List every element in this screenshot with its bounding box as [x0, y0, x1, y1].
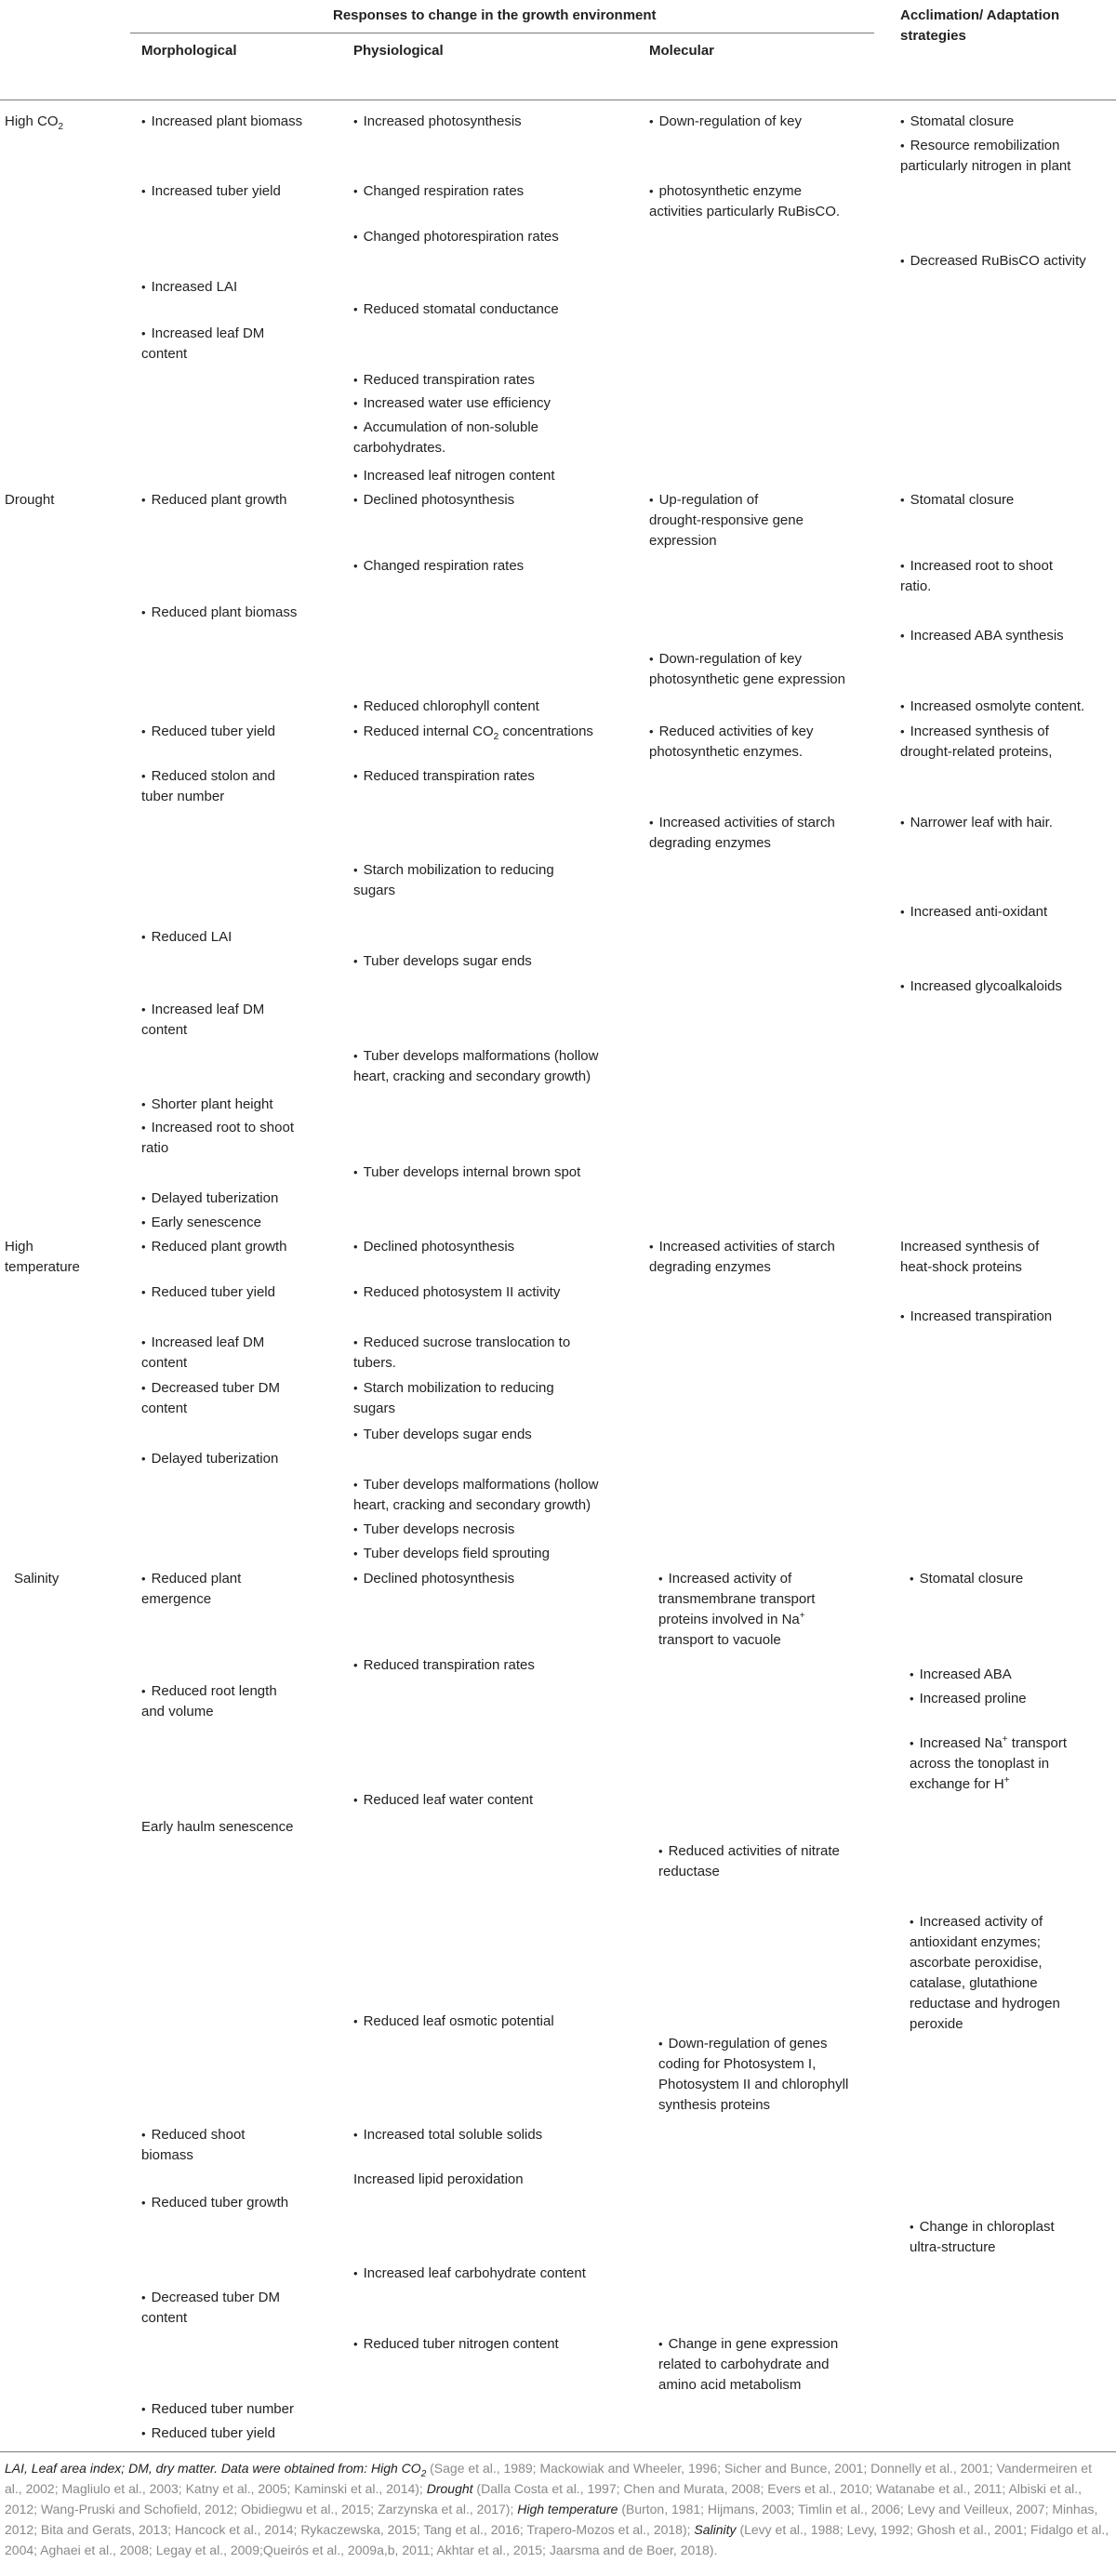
list-item-cont: catalase, glutathione	[910, 1975, 1038, 1991]
list-item-cont: photosynthetic enzymes.	[649, 744, 804, 760]
list-item-cont: content	[141, 346, 188, 362]
list-item: • Narrower leaf with hair.	[900, 813, 1053, 833]
list-item: • Reduced tuber number	[141, 2399, 294, 2420]
list-item: • Reduced stomatal conductance	[353, 299, 559, 320]
list-item-cont: across the tonoplast in	[910, 1756, 1050, 1772]
list-item: • Increased leaf DM	[141, 324, 264, 344]
list-item: • Declined photosynthesis	[353, 1237, 514, 1257]
list-item-cont: peroxide	[910, 2016, 963, 2032]
list-item: • Stomatal closure	[900, 490, 1014, 511]
list-item-cont: antioxidant enzymes;	[910, 1934, 1041, 1950]
list-item: • Resource remobilization	[900, 136, 1059, 156]
list-item-cont: drought-responsive gene	[649, 512, 804, 528]
list-item: • Change in chloroplast	[910, 2217, 1055, 2237]
list-item-cont: ratio	[141, 1140, 169, 1156]
list-item-cont: activities particularly RuBisCO.	[649, 204, 841, 219]
list-item-cont: emergence	[141, 1591, 212, 1607]
list-item: • Reduced tuber yield	[141, 1282, 275, 1303]
header-acclimation-text: Acclimation/ Adaptation strategies	[900, 7, 1060, 44]
footnote-heat-label: High temperature	[517, 2502, 618, 2516]
list-item: • Reduced plant biomass	[141, 603, 297, 623]
list-item: • Tuber develops sugar ends	[353, 1425, 532, 1445]
list-item-cont: tubers.	[353, 1355, 396, 1371]
list-item: • Reduced activities of key	[649, 722, 813, 742]
list-item: • Reduced LAI	[141, 927, 232, 948]
footnote-salinity-refs: (Levy et al., 1988; Levy, 1992; Ghosh et al., 2001; Fidalgo et al., 2004; Aghaei et al., 2008; Legay et al., 2009;Queirós et al., 2009a,b, 2011; Akhtar et al., 2015; Jaarsma and de Boer, 2018).	[5, 2522, 1109, 2557]
list-item: • Increased osmolyte content.	[900, 697, 1084, 717]
list-item: • Reduced tuber nitrogen content	[353, 2334, 559, 2355]
list-item: • Declined photosynthesis	[353, 1569, 514, 1589]
list-item: • Increased activity of	[910, 1912, 1043, 1932]
list-item-cont: particularly nitrogen in plant	[900, 158, 1071, 174]
list-item-cont: synthesis proteins	[658, 2097, 771, 2113]
list-item: • Increased Na+ transport	[910, 1733, 1067, 1754]
list-item: • Starch mobilization to reducing	[353, 860, 554, 881]
list-item: • Decreased RuBisCO activity	[900, 251, 1086, 272]
list-item: • Reduced transpiration rates	[353, 370, 535, 391]
list-item-cont: content	[141, 1401, 188, 1416]
footnote-salinity-label: Salinity	[694, 2522, 737, 2537]
list-item: • Down-regulation of key	[649, 649, 802, 670]
list-item-cont: reductase and hydrogen	[910, 1996, 1060, 2012]
list-item: • Changed respiration rates	[353, 181, 524, 202]
list-item: • Changed respiration rates	[353, 556, 524, 577]
header-responses: Responses to change in the growth environment	[333, 7, 657, 23]
list-item-cont: expression	[649, 533, 717, 549]
list-item: • Increased leaf DM	[141, 1333, 264, 1353]
list-item: • Starch mobilization to reducing	[353, 1378, 554, 1399]
list-item: • Increased root to shoot	[141, 1118, 294, 1138]
list-item: • Tuber develops internal brown spot	[353, 1162, 580, 1183]
list-item: • Reduced shoot	[141, 2125, 245, 2145]
list-item-cont: tuber number	[141, 789, 225, 804]
list-item: • Increased glycoalkaloids	[900, 976, 1062, 997]
list-item: • Increased ABA synthesis	[900, 626, 1064, 646]
table-footnote	[5, 2458, 1111, 2560]
list-item: • Increased anti-oxidant	[900, 902, 1047, 923]
list-item: • Increased activities of starch	[649, 1237, 835, 1257]
list-item: • Changed photorespiration rates	[353, 227, 559, 247]
list-item-cont: drought-related proteins,	[900, 744, 1053, 760]
list-item: • Increased synthesis of	[900, 722, 1049, 742]
list-item: • Increased leaf carbohydrate content	[353, 2264, 586, 2284]
list-item: • Tuber develops malformations (hollow	[353, 1475, 598, 1495]
list-item-cont: transport to vacuole	[658, 1632, 781, 1648]
list-item-cont: exchange for H+	[910, 1775, 1010, 1792]
list-item: • Reduced transpiration rates	[353, 766, 535, 787]
list-item: • Reduced root length	[141, 1681, 277, 1702]
footnote-abbr: LAI, Leaf area index; DM, dry matter. Data were obtained from:	[5, 2461, 371, 2476]
list-item: • Reduced plant	[141, 1569, 241, 1589]
list-item-cont: ultra-structure	[910, 2239, 996, 2255]
list-item: • Change in gene expression	[658, 2334, 838, 2355]
header-morphological: Morphological	[141, 43, 237, 59]
list-item: • Shorter plant height	[141, 1095, 272, 1115]
list-item-cont: heat-shock proteins	[900, 1259, 1022, 1275]
list-item: • Increased LAI	[141, 277, 237, 298]
list-item: • Reduced stolon and	[141, 766, 275, 787]
list-item: • Increased leaf nitrogen content	[353, 466, 555, 486]
footnote-co2-label: High $CO_2$	[371, 2461, 427, 2479]
list-item-cont: content	[141, 2310, 188, 2326]
list-item: • Increased activity of	[658, 1569, 791, 1589]
list-item: • Reduced plant growth	[141, 1237, 287, 1257]
list-item-cont: content	[141, 1355, 188, 1371]
category-high-temperature	[5, 1237, 80, 1278]
list-item-cont: sugars	[353, 883, 396, 898]
list-item: • Reduced photosystem II activity	[353, 1282, 560, 1303]
list-item: • Increased tuber yield	[141, 181, 281, 202]
list-item: • Reduced tuber yield	[141, 722, 275, 742]
header-physiological: Physiological	[353, 43, 444, 59]
list-item: • Increased total soluble solids	[353, 2125, 542, 2145]
list-item-cont: carbohydrates.	[353, 440, 446, 456]
list-item: • Tuber develops malformations (hollow	[353, 1046, 598, 1067]
list-item: • Tuber develops necrosis	[353, 1520, 514, 1540]
list-item: • Reduced transpiration rates	[353, 1655, 535, 1676]
list-item-plain: Increased lipid peroxidation	[353, 2171, 524, 2187]
list-item: • Decreased tuber DM	[141, 2288, 280, 2308]
footnote-co2-refs: (Sage et al., 1989; Mackowiak and Wheeler, 1996; Sicher and Bunce, 2001; Donnelly et al., 2001; Vandermeiren et al., 2002; Magliulo et al., 2003; Katny et al., 2005; Kaminski et al., 2014);	[5, 2461, 1092, 2496]
list-item: • Stomatal closure	[910, 1569, 1023, 1589]
list-item-cont: content	[141, 1022, 188, 1038]
list-item-cont: and volume	[141, 1704, 214, 1720]
list-item-cont: sugars	[353, 1401, 396, 1416]
list-item: • Increased photosynthesis	[353, 112, 522, 132]
list-item-cont: degrading enzymes	[649, 1259, 771, 1275]
list-item-cont: coding for Photosystem I,	[658, 2056, 817, 2072]
list-item: • Tuber develops sugar ends	[353, 951, 532, 972]
list-item: • Increased transpiration	[900, 1307, 1052, 1327]
list-item: • Up-regulation of	[649, 490, 758, 511]
list-item-cont: related to carbohydrate and	[658, 2357, 830, 2372]
list-item: • Increased activities of starch	[649, 813, 835, 833]
list-item: • Reduced sucrose translocation to	[353, 1333, 570, 1353]
category-high-temperature-line2: temperature	[5, 1259, 80, 1275]
list-item-cont: degrading enzymes	[649, 835, 771, 851]
list-item-cont: heart, cracking and secondary growth)	[353, 1497, 591, 1513]
list-item: • Tuber develops field sprouting	[353, 1544, 550, 1564]
list-item: • Increased ABA	[910, 1665, 1012, 1685]
footnote-drought-refs: (Dalla Costa et al., 1997; Chen and Murata, 2008; Evers et al., 2010; Watanabe et al., 2011; Albiski et al., 2012; Wang-Pruski and Schofield, 2012; Obidiegwu et al., 2015; Zarzynska et al., 2017);	[5, 2481, 1083, 2516]
list-item-cont: reductase	[658, 1864, 720, 1879]
list-item: • Increased root to shoot	[900, 556, 1053, 577]
list-item-plain: Increased synthesis of	[900, 1239, 1040, 1255]
list-item-cont: Photosystem II and chlorophyll	[658, 2077, 849, 2092]
category-high-temperature-line1: High	[5, 1239, 33, 1255]
list-item-cont: amino acid metabolism	[658, 2377, 802, 2393]
category-drought: Drought	[5, 492, 55, 508]
list-item: • Reduced leaf water content	[353, 1790, 533, 1811]
list-item: • Early senescence	[141, 1213, 261, 1233]
list-item-cont: ratio.	[900, 578, 932, 594]
list-item: • Increased plant biomass	[141, 112, 302, 132]
list-item-cont: biomass	[141, 2147, 193, 2163]
list-item: • Accumulation of non-soluble	[353, 418, 538, 438]
list-item: • Reduced activities of nitrate	[658, 1841, 840, 1862]
list-item: • Reduced internal $CO_2$ concentrations	[353, 722, 593, 742]
list-item-cont: ascorbate peroxidise,	[910, 1955, 1043, 1971]
list-item: • Increased proline	[910, 1689, 1027, 1709]
list-item: • Reduced leaf osmotic potential	[353, 2012, 554, 2032]
list-item: • Down-regulation of key	[649, 112, 802, 132]
footnote-heat-refs: (Burton, 1981; Hijmans, 2003; Timlin et al., 2006; Levy and Veilleux, 2007; Minhas, 2012; Bita and Gerats, 2013; Hancock et al., 2014; Rykaczewska, 2015; Tang et al., 2016; Trapero-Mozos et al., 2018);	[5, 2502, 1098, 2537]
list-item-cont: heart, cracking and secondary growth)	[353, 1069, 591, 1084]
list-item-cont: proteins involved in Na+	[658, 1611, 805, 1627]
list-item-plain: Early haulm senescence	[141, 1819, 294, 1835]
list-item: • Reduced chlorophyll content	[353, 697, 539, 717]
list-item: • photosynthetic enzyme	[649, 181, 802, 202]
list-item: • Reduced tuber growth	[141, 2193, 288, 2213]
list-item: • Reduced tuber yield	[141, 2423, 275, 2444]
list-item: • Down-regulation of genes	[658, 2034, 828, 2054]
list-item: • Declined photosynthesis	[353, 490, 514, 511]
category-salinity: Salinity	[14, 1571, 60, 1587]
list-item: • Reduced plant growth	[141, 490, 287, 511]
list-item: • Stomatal closure	[900, 112, 1014, 132]
list-item: • Increased water use efficiency	[353, 393, 551, 414]
list-item-cont: photosynthetic gene expression	[649, 671, 845, 687]
list-item-cont: transmembrane transport	[658, 1591, 816, 1607]
list-item: • Delayed tuberization	[141, 1449, 278, 1469]
category-high-co2: High $CO_2$	[5, 113, 64, 132]
list-item: • Increased leaf DM	[141, 1000, 264, 1020]
list-item: • Delayed tuberization	[141, 1188, 278, 1209]
footnote-drought-label: Drought	[426, 2481, 473, 2496]
list-item: • Decreased tuber DM	[141, 1378, 280, 1399]
header-molecular: Molecular	[649, 43, 715, 59]
table-bottom-rule	[0, 2451, 1116, 2452]
header-acclimation	[900, 6, 1086, 46]
